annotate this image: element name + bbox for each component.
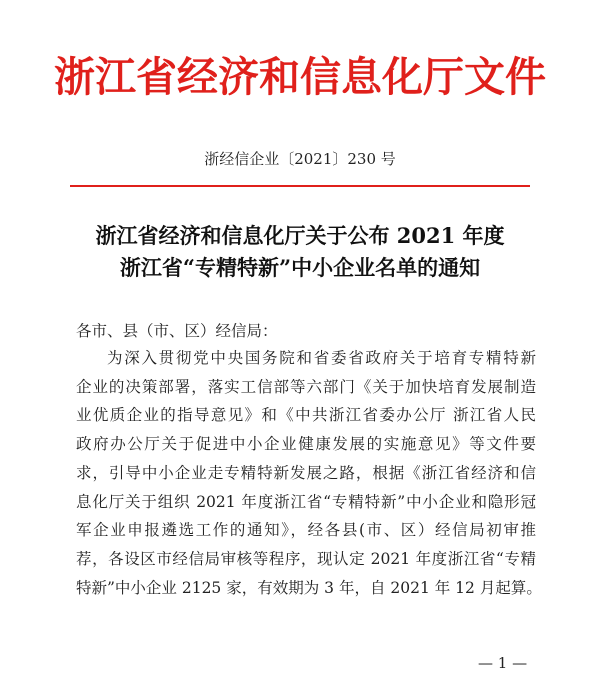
body-line: 荐，各设区市经信局审核等程序，现认定 2021 年度浙江省“专精 <box>76 549 536 568</box>
body-line: 军企业申报遴选工作的通知》，经各县(市、区）经信局初审推 <box>76 521 536 540</box>
body-line: 息化厅关于组织 2021 年度浙江省“专精特新”中小企业和隐形冠 <box>76 492 536 511</box>
document-number: 浙经信企业〔2021〕230 号 <box>204 150 396 168</box>
body-line: 求，引导中小企业走专精特新发展之路，根据《浙江省经济和信 <box>76 463 536 482</box>
body-line: 政府办公厅关于促进中小企业健康发展的实施意见》等文件要 <box>76 435 536 454</box>
body-line: 企业的决策部署，落实工信部等六部门《关于加快培育发展制造 <box>76 377 536 396</box>
body-line: 业优质企业的指导意见》和《中共浙江省委办公厅 浙江省人民 <box>76 406 536 425</box>
page-number: — 1 — <box>478 654 528 672</box>
salutation: 各市、县（市、区）经信局： <box>76 322 278 340</box>
body-paragraph <box>76 344 542 602</box>
notice-title-line-1: 浙江省经济和信息化厅关于公布 2021 年度 <box>95 223 505 248</box>
notice-title <box>0 220 600 284</box>
body-line: 特新”中小企业 2125 家，有效期为 3 年，自 2021 年 12 月起算。 <box>76 578 542 597</box>
notice-title-line-2: 浙江省“专精特新”中小企业名单的通知 <box>119 255 481 280</box>
agency-header-title: 浙江省经济和信息化厅文件 <box>54 53 546 101</box>
red-divider-line <box>70 185 530 187</box>
body-line: 为深入贯彻党中央国务院和省委省政府关于培育专精特新 <box>107 349 536 367</box>
